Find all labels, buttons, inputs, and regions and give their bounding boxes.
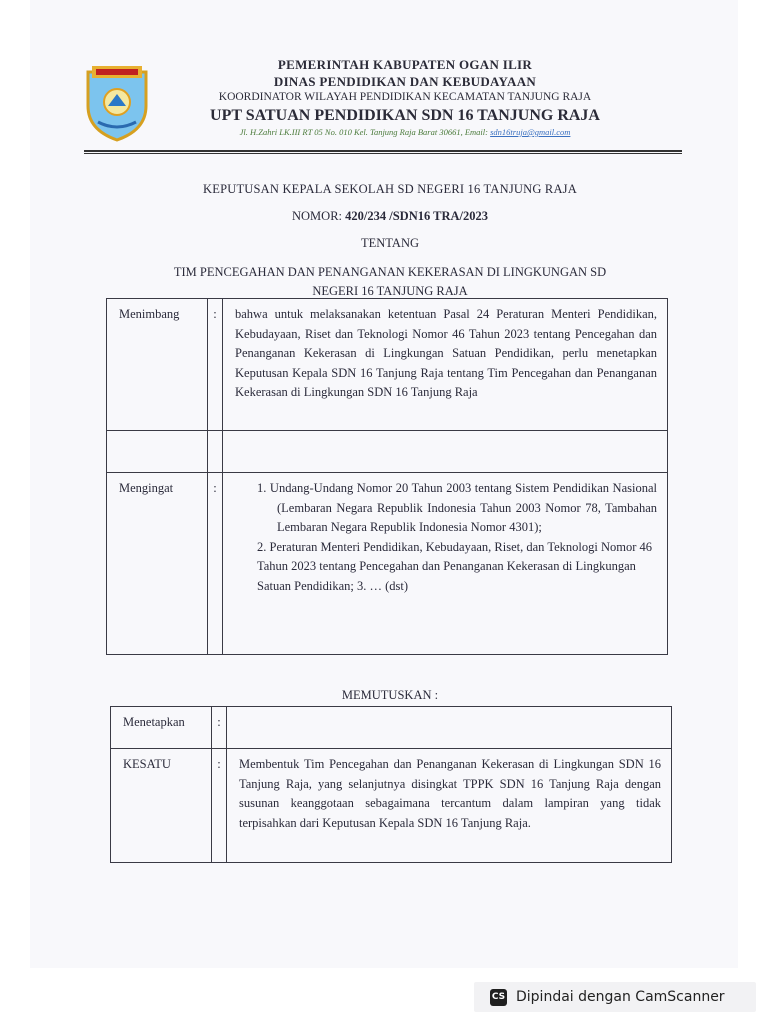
decision-subject — [80, 263, 700, 301]
establish-value — [227, 707, 672, 749]
recalling-item-1: 1. Undang-Undang Nomor 20 Tahun 2003 tentang Sistem Pendidikan Nasional (Lembaran Negara Republik Indonesia Tahun 2003 Nomor 78, Tambahan Lembaran Negara Republik Indonesia Nomor 4301); — [257, 481, 657, 534]
first-label: KESATU — [111, 749, 212, 863]
considering-label: Menimbang — [107, 299, 208, 431]
decision-table — [110, 706, 672, 863]
first-colon: : — [212, 749, 227, 863]
decision-title: KEPUTUSAN KEPALA SEKOLAH SD NEGERI 16 TANJUNG RAJA — [203, 182, 577, 196]
empty-cell — [107, 431, 208, 473]
first-text: Membentuk Tim Pencegahan dan Penanganan Kekerasan di Lingkungan SDN 16 Tanjung Raja, yang selanjutnya disingkat TPPK SDN 16 Tanjung Raja dengan susunan keanggotaan sebagaimana tercantum dalam lampiran yang tidak terpisahkan dari Keputusan Kepala SDN 16 Tanjung Raja. — [227, 749, 672, 863]
letterhead-address — [160, 126, 650, 138]
camscanner-badge — [474, 982, 756, 1012]
establish-colon: : — [212, 707, 227, 749]
recalling-colon: : — [208, 473, 223, 655]
camscanner-label: Dipindai dengan CamScanner — [516, 989, 725, 1005]
empty-cell — [208, 431, 223, 473]
letterhead — [160, 56, 650, 138]
number-label: NOMOR: — [292, 209, 346, 223]
recalling-label: Mengingat — [107, 473, 208, 655]
table-row — [107, 473, 668, 655]
letterhead-rule-thick — [84, 150, 682, 152]
subject-line-1: TIM PENCEGAHAN DAN PENANGANAN KEKERASAN DI LINGKUNGAN SD — [173, 265, 607, 279]
table-row — [111, 749, 672, 863]
school-logo-icon — [84, 62, 150, 142]
recalling-item-2: 2. Peraturan Menteri Pendidikan, Kebudayaan, Riset, dan Teknologi Nomor 46 Tahun 2023 tentang Pencegahan dan Penanganan Kekerasan di Lingkungan Satuan Pendidikan; 3. … (dst) — [257, 539, 652, 593]
letterhead-government: PEMERINTAH KABUPATEN OGAN ILIR — [277, 57, 533, 72]
letterhead-agency: DINAS PENDIDIKAN DAN KEBUDAYAAN — [273, 74, 537, 89]
considerations-table — [106, 298, 668, 655]
considering-colon: : — [208, 299, 223, 431]
decides-heading: MEMUTUSKAN : — [341, 688, 439, 702]
establish-label: Menetapkan — [111, 707, 212, 749]
recalling-list — [223, 473, 668, 655]
number-value: 420/234 /SDN16 TRA/2023 — [345, 209, 488, 223]
table-row-empty — [107, 431, 668, 473]
empty-cell — [223, 431, 668, 473]
about-heading: TENTANG — [360, 236, 419, 250]
address-text: Jl. H.Zahri LK.III RT 05 No. 010 Kel. Tanjung Raja Barat 30661, Email: — [239, 127, 491, 137]
camscanner-icon: CS — [490, 989, 507, 1006]
subject-line-2: NEGERI 16 TANJUNG RAJA — [312, 284, 468, 298]
considering-text: bahwa untuk melaksanakan ketentuan Pasal 24 Peraturan Menteri Pendidikan, Kebudayaan, Riset dan Teknologi Nomor 46 Tahun 2023 tentang Pencegahan dan Penanganan Kekerasan di Lingkungan Satuan Pendidikan, perlu menetapkan Keputusan Kepala SDN 16 Tanjung Raja tentang Tim Pencegahan dan Penanganan Kekerasan di Lingkungan SDN 16 Tanjung Raja — [223, 299, 668, 431]
table-row — [107, 299, 668, 431]
letterhead-coordinator: KOORDINATOR WILAYAH PENDIDIKAN KECAMATAN TANJUNG RAJA — [218, 91, 592, 103]
letterhead-rule-thin — [84, 153, 682, 154]
decision-number — [80, 209, 700, 224]
email-link[interactable]: sdn16truja@gmail.com — [490, 127, 571, 137]
letterhead-school: UPT SATUAN PENDIDIKAN SDN 16 TANJUNG RAJA — [210, 107, 600, 124]
table-row — [111, 707, 672, 749]
